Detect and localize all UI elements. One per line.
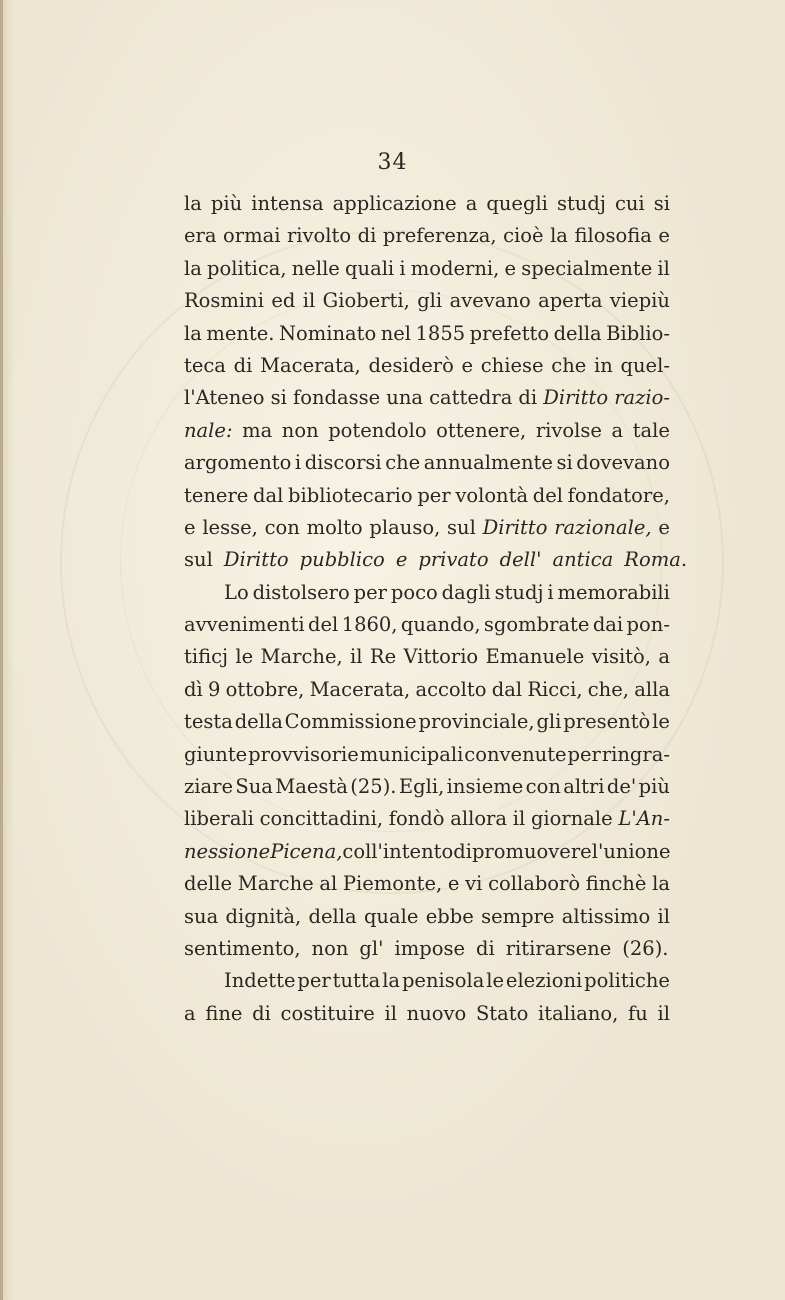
word: a — [611, 418, 624, 442]
word: potendolo — [328, 418, 427, 442]
word: quali — [345, 256, 395, 280]
text-line — [184, 484, 670, 516]
page-left-edge — [0, 0, 3, 1300]
word: Stato — [475, 1001, 529, 1025]
word: Vittorio — [403, 645, 479, 669]
word: bibliotecario — [288, 483, 413, 507]
word: liberali — [184, 807, 254, 831]
word: allora — [450, 807, 508, 831]
word: Nominato — [278, 321, 377, 345]
text-line — [184, 386, 670, 418]
word: altissimo — [561, 904, 651, 928]
word: il — [512, 807, 526, 831]
word: più — [638, 775, 670, 799]
word: del — [308, 613, 339, 637]
word: lesse, — [202, 515, 258, 539]
word: era — [184, 224, 217, 248]
word: impose — [394, 936, 465, 960]
word: dì — [184, 677, 203, 701]
word: de' — [606, 775, 637, 799]
word: di — [518, 386, 538, 410]
word: 9 — [207, 677, 221, 701]
word: avvenimenti — [184, 613, 305, 637]
word: a — [465, 192, 478, 215]
word: argomento — [184, 451, 292, 475]
word: i — [547, 580, 554, 604]
word: fu — [628, 1001, 648, 1025]
word: la — [652, 872, 670, 896]
text-line — [184, 451, 670, 483]
italic-word: pubblico — [299, 548, 385, 572]
word: Lo — [224, 580, 249, 604]
word: per — [417, 483, 451, 507]
word: alla — [634, 677, 670, 701]
word: Commissione — [284, 710, 417, 734]
text-line — [184, 710, 670, 742]
word: quel- — [620, 353, 670, 377]
word: il — [657, 904, 670, 928]
word: tale — [632, 418, 670, 442]
word: non — [311, 936, 349, 960]
italic-word: Roma. — [624, 548, 688, 572]
word: applicazione — [332, 192, 457, 215]
word: ed — [271, 289, 296, 313]
word: nelle — [291, 256, 340, 280]
word: ringra- — [601, 742, 670, 766]
word: visitò, — [591, 645, 651, 669]
word: sentimento, — [184, 936, 301, 960]
text-line — [184, 257, 670, 289]
word: di — [476, 936, 495, 960]
word: la — [382, 969, 401, 993]
word: a — [184, 1001, 196, 1025]
word: si — [653, 192, 670, 215]
italic-word: Diritto — [223, 548, 289, 572]
word: con — [264, 515, 300, 539]
word: ottenere, — [436, 418, 527, 442]
word: e — [447, 872, 460, 896]
word: poco — [390, 580, 438, 604]
word: fondasse — [293, 386, 381, 410]
word: per — [297, 969, 331, 993]
word: Biblio- — [606, 321, 670, 345]
italic-word: L'An- — [618, 807, 670, 831]
word: Indette — [224, 969, 296, 993]
word: e — [184, 515, 196, 539]
text-line — [184, 581, 670, 613]
word: tutta — [332, 969, 381, 993]
word: quale — [363, 904, 419, 928]
word: elezioni — [505, 969, 583, 993]
word: l'unione — [591, 839, 671, 863]
word: l'Ateneo — [184, 386, 265, 410]
italic-word: e — [395, 548, 408, 572]
word: mente. — [206, 321, 275, 345]
word: accolto — [415, 677, 487, 701]
word: Gioberti, — [322, 289, 410, 313]
word: rivolto — [286, 224, 352, 248]
word: fondatore, — [567, 483, 670, 507]
word: Ricci, — [527, 677, 583, 701]
word: ma — [242, 418, 273, 442]
text-line — [184, 289, 670, 321]
word: rivolse — [535, 418, 602, 442]
word: (26). — [622, 936, 669, 960]
word: cattedra — [429, 386, 513, 410]
word: le — [235, 645, 254, 669]
word: Macerata, — [309, 677, 411, 701]
word: Sua — [235, 775, 273, 799]
italic-word: Diritto — [482, 515, 548, 539]
word: per — [353, 580, 387, 604]
word: vi — [465, 872, 483, 896]
text-line — [184, 548, 688, 580]
word: a — [658, 645, 670, 669]
italic-word: razionale, — [554, 515, 652, 539]
word: ottobre, — [225, 677, 305, 701]
text-line — [184, 872, 670, 904]
word: dal — [253, 483, 284, 507]
italic-word: antica — [552, 548, 614, 572]
word: memorabili — [557, 580, 670, 604]
word: dagli — [441, 580, 491, 604]
italic-word: nale: — [184, 418, 233, 442]
body-text — [184, 192, 688, 1034]
word: con — [525, 775, 561, 799]
word: concittadini, — [259, 807, 384, 831]
word: avevano — [449, 289, 531, 313]
word: presentò — [563, 710, 651, 734]
page-number: 34 — [377, 150, 408, 175]
word: studj — [494, 580, 544, 604]
word: convenute — [464, 742, 567, 766]
word: al — [319, 872, 338, 896]
word: quando, — [400, 613, 481, 637]
word: di — [357, 224, 377, 248]
word: provvisorie — [248, 742, 359, 766]
word: nuovo — [406, 1001, 467, 1025]
word: gli — [417, 289, 443, 313]
word: dovevano — [576, 451, 670, 475]
italic-word: Diritto — [543, 386, 609, 410]
word: si — [270, 386, 287, 410]
word: plauso, — [369, 515, 441, 539]
word: giunte — [184, 742, 248, 766]
text-line — [184, 645, 670, 677]
word: aperta — [538, 289, 603, 313]
word: (25). — [350, 775, 397, 799]
word: preferenza, — [382, 224, 497, 248]
word: delle — [184, 872, 233, 896]
word: gli — [536, 710, 562, 734]
word: di — [233, 353, 253, 377]
text-line — [184, 322, 670, 354]
word: costituire — [280, 1001, 375, 1025]
text-line — [184, 224, 670, 256]
italic-word: Picena, — [270, 839, 343, 863]
word: pon- — [626, 613, 670, 637]
word: dignità, — [225, 904, 302, 928]
text-line — [184, 419, 670, 451]
word: desiderò — [368, 353, 454, 377]
word: sul — [184, 548, 213, 572]
word: Egli, — [398, 775, 445, 799]
word: una — [386, 386, 424, 410]
word: promuovere — [471, 839, 592, 863]
word: sua — [184, 904, 219, 928]
word: e — [658, 224, 670, 248]
word: municipali — [359, 742, 464, 766]
word: coll'intento — [342, 839, 454, 863]
word: 1860, — [341, 613, 398, 637]
word: fondò — [388, 807, 445, 831]
word: intensa — [251, 192, 324, 215]
word: nel — [380, 321, 412, 345]
word: italiano, — [538, 1001, 619, 1025]
text-line — [184, 840, 670, 872]
word: finchè — [585, 872, 647, 896]
word: e — [461, 353, 474, 377]
word: i — [294, 451, 302, 475]
word: provinciale, — [418, 710, 535, 734]
word: viepiù — [609, 289, 670, 313]
word: sgombrate — [483, 613, 590, 637]
word: il — [384, 1001, 397, 1025]
word: specialmente — [521, 256, 653, 280]
text-line — [184, 678, 670, 710]
word: tificj — [184, 645, 229, 669]
text-line — [184, 743, 670, 775]
word: della — [553, 321, 602, 345]
word: per — [567, 742, 601, 766]
word: non — [281, 418, 319, 442]
word: Piemonte, — [342, 872, 443, 896]
word: studj — [556, 192, 606, 215]
word: ziare — [184, 775, 233, 799]
text-line — [184, 613, 670, 645]
word: politica, — [207, 256, 287, 280]
text-line — [184, 192, 670, 224]
word: che — [385, 451, 421, 475]
word: ritirarsene — [505, 936, 612, 960]
word: politiche — [584, 969, 670, 993]
word: che, — [587, 677, 629, 701]
word: volontà — [455, 483, 529, 507]
word: cui — [614, 192, 645, 215]
word: Emanuele — [485, 645, 585, 669]
word: quegli — [486, 192, 548, 215]
word: le — [652, 710, 670, 734]
text-line — [184, 807, 670, 839]
word: annualmente — [423, 451, 553, 475]
word: in — [594, 353, 613, 377]
word: cioè — [503, 224, 544, 248]
word: molto — [306, 515, 363, 539]
word: chiese — [480, 353, 544, 377]
text-line — [184, 516, 670, 548]
word: sul — [447, 515, 476, 539]
word: i — [399, 256, 406, 280]
word: discorsi — [304, 451, 382, 475]
word: penisola — [401, 969, 485, 993]
word: Re — [369, 645, 397, 669]
word: gl' — [359, 936, 384, 960]
word: che — [551, 353, 587, 377]
word: ebbe — [425, 904, 474, 928]
text-line — [184, 905, 670, 937]
word: la — [184, 192, 202, 215]
word: tenere — [184, 483, 249, 507]
word: la — [184, 256, 202, 280]
word: della — [234, 710, 283, 734]
text-line — [184, 937, 670, 969]
word: collaborò — [488, 872, 581, 896]
italic-word: nessione — [184, 839, 271, 863]
word: altri — [563, 775, 605, 799]
word: e — [658, 515, 670, 539]
italic-word: privato — [418, 548, 489, 572]
word: di — [453, 839, 472, 863]
word: Marche — [237, 872, 314, 896]
word: teca — [184, 353, 226, 377]
text-line — [184, 354, 670, 386]
text-line — [184, 775, 670, 807]
word: le — [486, 969, 505, 993]
text-line — [184, 969, 670, 1001]
word: il — [657, 1001, 670, 1025]
word: Macerata, — [260, 353, 361, 377]
word: distolsero — [252, 580, 350, 604]
word: il — [302, 289, 316, 313]
word: della — [308, 904, 357, 928]
word: del — [532, 483, 564, 507]
word: la — [184, 321, 202, 345]
italic-word: dell' — [499, 548, 542, 572]
word: moderni, — [410, 256, 500, 280]
word: di — [252, 1001, 271, 1025]
word: insieme — [446, 775, 524, 799]
word: sempre — [481, 904, 555, 928]
word: fine — [205, 1001, 243, 1025]
word: il — [657, 256, 670, 280]
word: Maestà — [275, 775, 348, 799]
word: dai — [592, 613, 624, 637]
word: prefetto — [469, 321, 550, 345]
word: si — [556, 451, 573, 475]
word: 1855 — [415, 321, 466, 345]
word: dal — [491, 677, 523, 701]
word: e — [504, 256, 517, 280]
word: il — [350, 645, 363, 669]
word: testa — [184, 710, 233, 734]
word: ormai — [223, 224, 281, 248]
word: filosofia — [574, 224, 652, 248]
word: più — [210, 192, 243, 215]
word: giornale — [530, 807, 613, 831]
word: Marche, — [260, 645, 343, 669]
text-line — [184, 1002, 670, 1034]
word: la — [550, 224, 568, 248]
word: Rosmini — [184, 289, 264, 313]
italic-word: razio- — [614, 386, 670, 410]
